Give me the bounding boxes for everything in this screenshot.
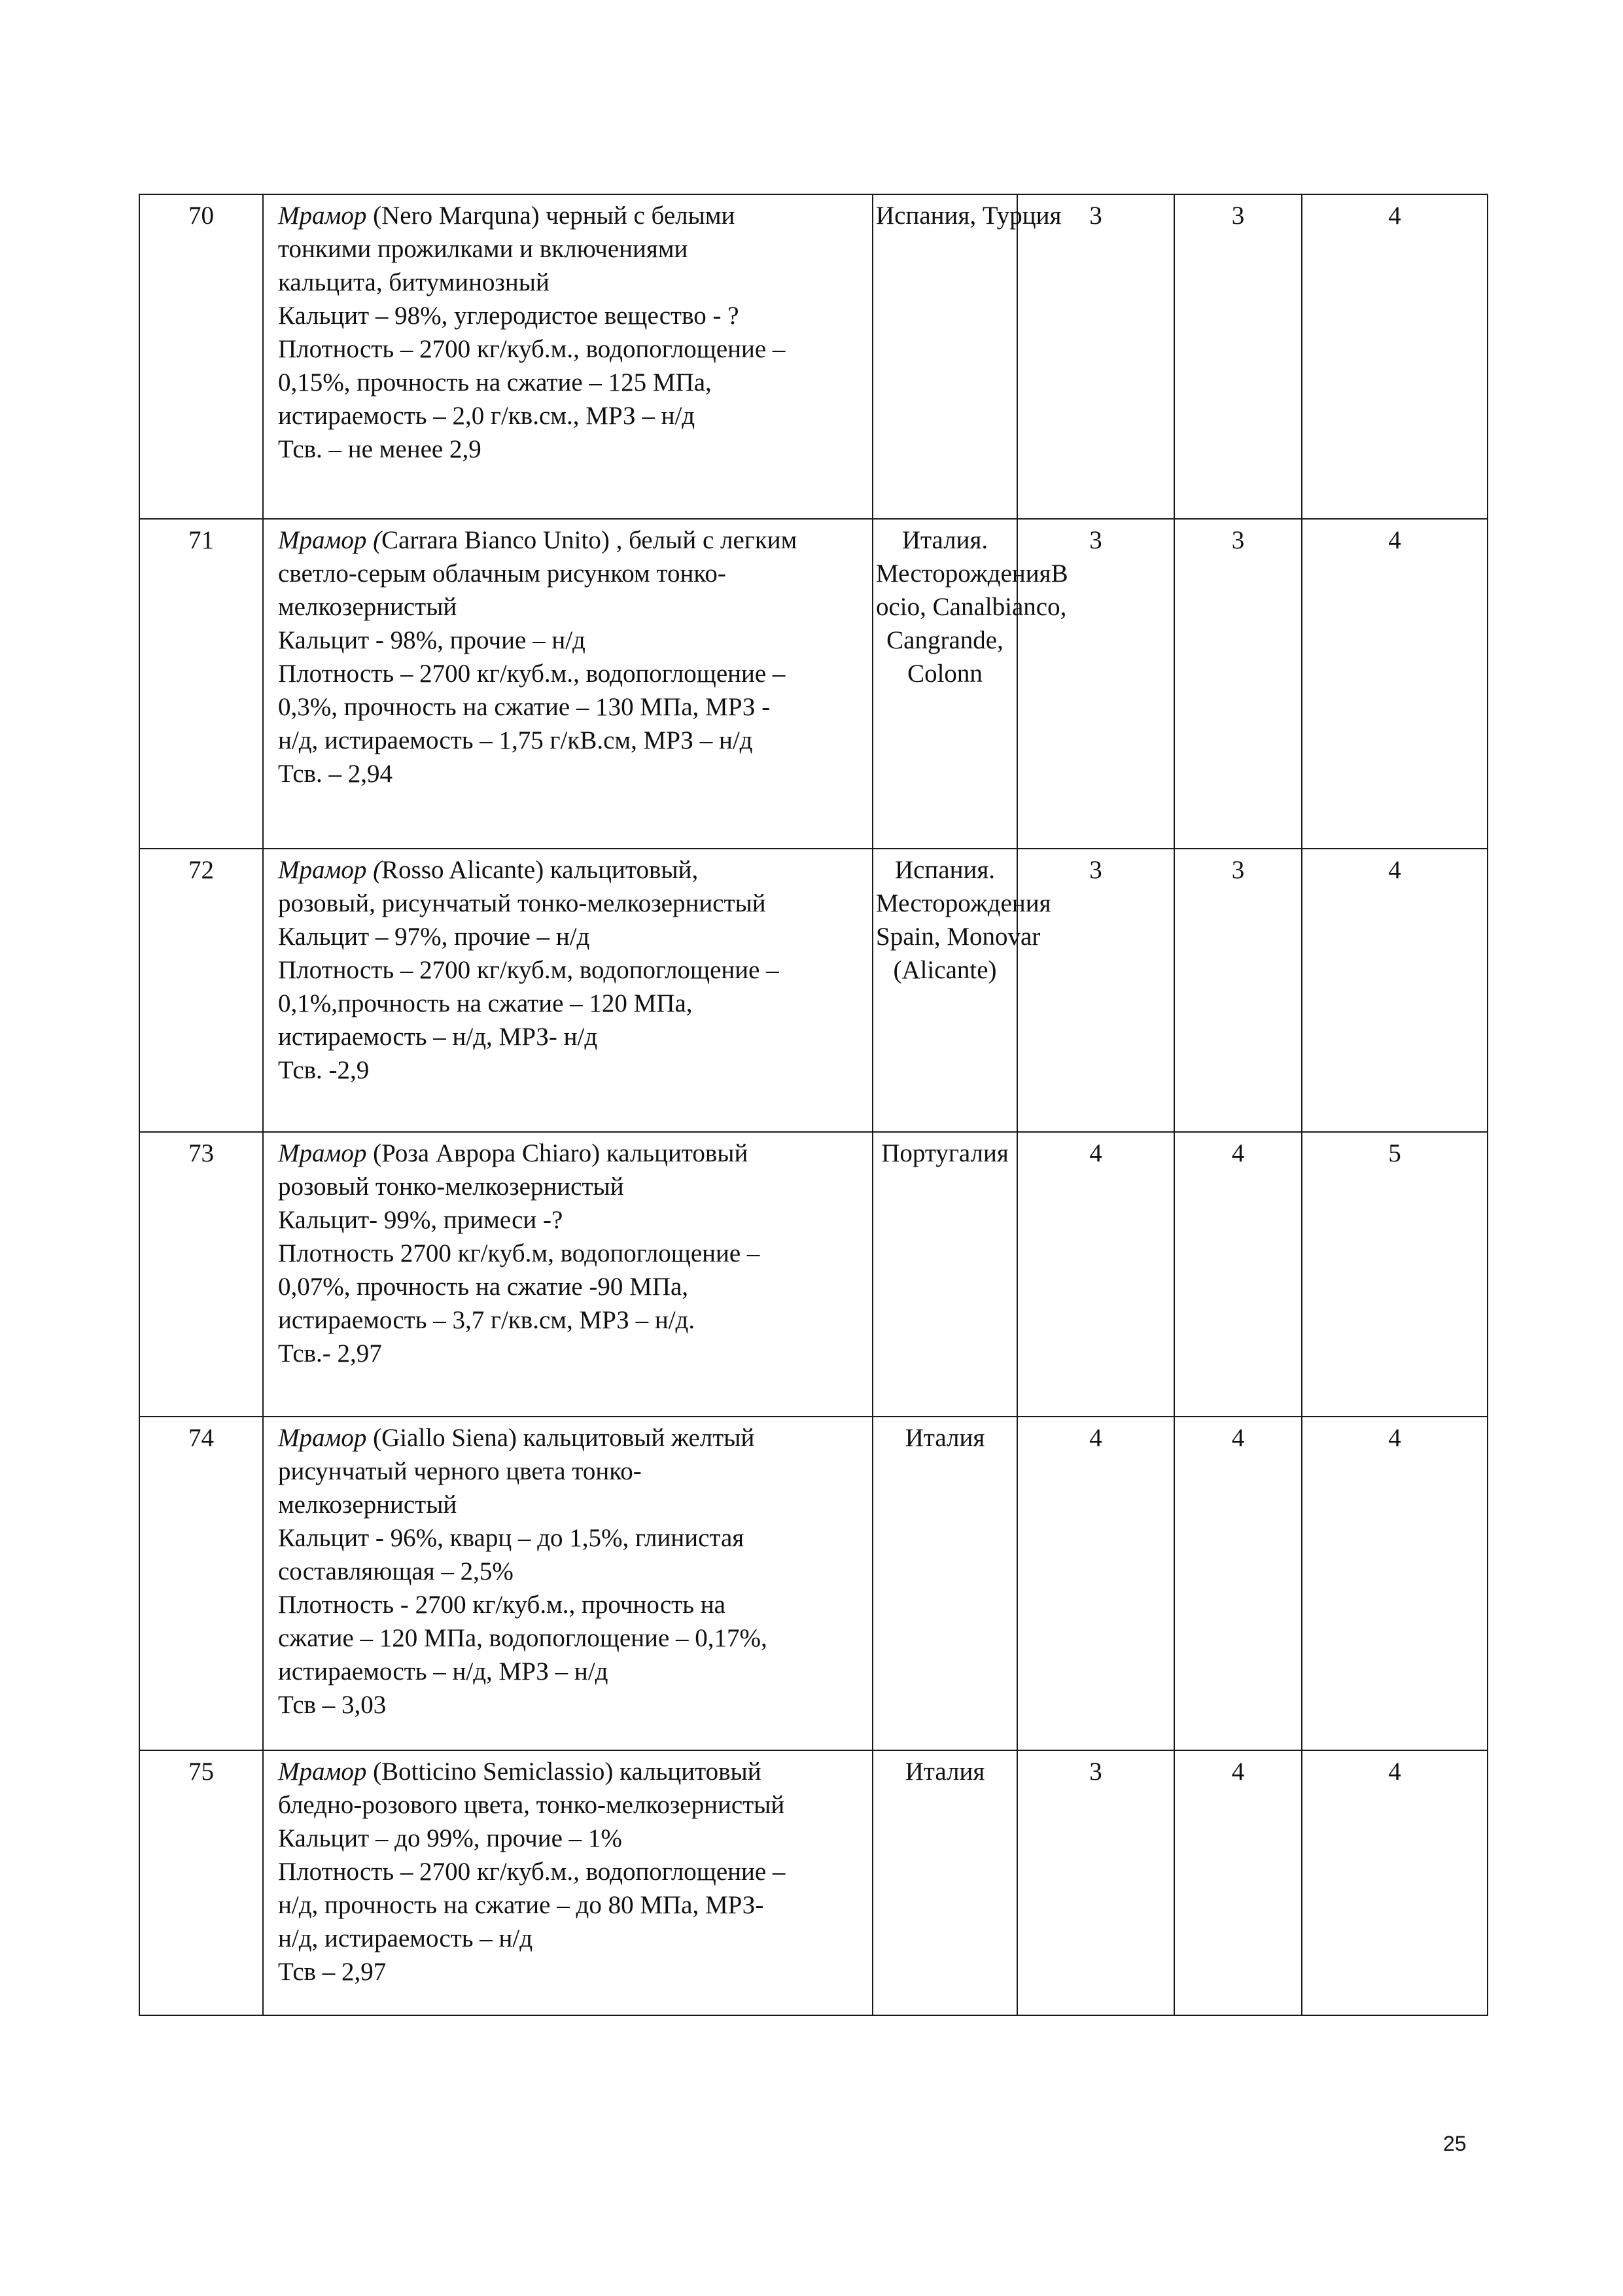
origin-line: Италия <box>905 1757 985 1786</box>
stone-type: Мрамор <box>278 202 367 230</box>
row-number: 72 <box>139 849 263 1132</box>
score-2: 3 <box>1174 519 1302 849</box>
origin-line: (Alicante) <box>893 956 997 984</box>
description-line: истираемость – н/д, МРЗ- н/д <box>278 1023 598 1051</box>
description-line: мелкозернистый <box>278 1491 457 1519</box>
origin-country <box>873 849 1051 1132</box>
description-line: Тсв. – не менее 2,9 <box>278 435 481 463</box>
description-line: светло-серым облачным рисунком тонко- <box>278 559 726 588</box>
description-line: Тсв. – 2,94 <box>278 760 393 788</box>
stone-description <box>263 194 873 519</box>
stone-type: Мрамор <box>278 1139 367 1167</box>
score-3: 4 <box>1302 849 1488 1132</box>
table-row <box>139 519 1488 849</box>
origin-line: Испания. <box>894 856 996 884</box>
origin-line: Месторождения <box>876 889 1051 917</box>
origin-line: Португалия <box>881 1139 1009 1167</box>
origin-country <box>873 1750 1017 2015</box>
score-1: 3 <box>1017 849 1174 1132</box>
description-line: тонкими прожилками и включениями <box>278 235 688 263</box>
description-line: истираемость – 3,7 г/кв.см, МРЗ – н/д. <box>278 1306 695 1334</box>
description-line: Тсв – 2,97 <box>278 1958 387 1986</box>
score-1: 4 <box>1017 1417 1174 1750</box>
table-row <box>139 1417 1488 1750</box>
row-number: 73 <box>139 1132 263 1417</box>
description-line: сжатие – 120 МПа, водопоглощение – 0,17%, <box>278 1624 767 1652</box>
description-line: Кальцит – 97%, прочие – н/д <box>278 923 590 951</box>
description-first-line <box>278 853 867 887</box>
origin-line: ocio, Canalbianco, <box>876 593 1067 621</box>
description-first-line <box>278 523 867 557</box>
origin-country <box>873 1417 1017 1750</box>
stone-description <box>263 519 873 849</box>
stone-type: Мрамор ( <box>278 856 382 884</box>
description-line: 0,07%, прочность на сжатие -90 МПа, <box>278 1273 689 1301</box>
page-number: 25 <box>1443 2132 1467 2155</box>
description-line: 0,1%,прочность на сжатие – 120 МПа, <box>278 989 693 1017</box>
stone-description <box>263 1132 873 1417</box>
description-line: Кальцит - 98%, прочие – н/д <box>278 626 585 654</box>
score-3: 4 <box>1302 519 1488 849</box>
description-line: н/д, истираемость – н/д <box>278 1924 533 1952</box>
origin-line: Испания, Турция <box>876 202 1062 230</box>
origin-line: Италия <box>905 1424 985 1452</box>
stone-name: (Giallo Siena) кальцитовый желтый <box>366 1424 755 1452</box>
stone-description <box>263 1750 873 2015</box>
description-line: кальцита, битуминозный <box>278 268 550 296</box>
table-row <box>139 1750 1488 2015</box>
score-3: 4 <box>1302 1417 1488 1750</box>
marble-properties-table <box>139 194 1488 2016</box>
origin-line: Spain, Monovar <box>876 923 1041 951</box>
description-first-line <box>278 1421 867 1455</box>
row-number: 71 <box>139 519 263 849</box>
score-2: 3 <box>1174 849 1302 1132</box>
description-first-line <box>278 199 867 232</box>
description-line: бледно-розового цвета, тонко-мелкозернистый <box>278 1791 785 1819</box>
score-3: 4 <box>1302 1750 1488 2015</box>
description-line: истираемость – 2,0 г/кв.см., МРЗ – н/д <box>278 402 695 430</box>
description-line: мелкозернистый <box>278 593 457 621</box>
stone-name: Rosso Alicante) кальцитовый, <box>381 856 699 884</box>
description-line: н/д, истираемость – 1,75 г/кВ.см, МРЗ – н/д <box>278 726 753 754</box>
description-first-line <box>278 1137 867 1170</box>
origin-line: Италия. <box>901 526 988 554</box>
description-line: Кальцит – до 99%, прочие – 1% <box>278 1824 622 1852</box>
row-number: 70 <box>139 194 263 519</box>
table-body <box>139 194 1488 2015</box>
origin-country <box>873 1132 1017 1417</box>
description-line: Плотность – 2700 кг/куб.м., водопоглощение – <box>278 660 786 688</box>
score-1: 3 <box>1017 194 1174 519</box>
description-line: розовый тонко-мелкозернистый <box>278 1173 624 1201</box>
table-row <box>139 194 1488 519</box>
description-line: рисунчатый черного цвета тонко- <box>278 1457 642 1485</box>
stone-description <box>263 1417 873 1750</box>
row-number: 74 <box>139 1417 263 1750</box>
stone-description <box>263 849 873 1132</box>
origin-line: Cangrande, <box>886 626 1003 654</box>
row-number: 75 <box>139 1750 263 2015</box>
description-line: Кальцит - 96%, кварц – до 1,5%, глинистая <box>278 1524 744 1552</box>
score-1: 3 <box>1017 1750 1174 2015</box>
description-line: 0,3%, прочность на сжатие – 130 МПа, МРЗ - <box>278 693 771 721</box>
score-2: 3 <box>1174 194 1302 519</box>
description-line: Кальцит- 99%, примеси -? <box>278 1206 563 1234</box>
stone-name: (Роза Аврора Chiaro) кальцитовый <box>366 1139 748 1167</box>
score-2: 4 <box>1174 1417 1302 1750</box>
description-line: Плотность – 2700 кг/куб.м., водопоглощение – <box>278 1858 786 1886</box>
origin-country <box>873 194 1062 519</box>
description-line: Плотность – 2700 кг/куб.м, водопоглощение – <box>278 956 779 984</box>
description-line: 0,15%, прочность на сжатие – 125 МПа, <box>278 368 712 397</box>
description-line: Кальцит – 98%, углеродистое вещество - ? <box>278 302 739 330</box>
score-3: 5 <box>1302 1132 1488 1417</box>
table-row <box>139 1132 1488 1417</box>
stone-name: Carrara Bianco Unito) , белый с легким <box>381 526 797 554</box>
stone-type: Мрамор <box>278 1424 367 1452</box>
description-line: истираемость – н/д, МРЗ – н/д <box>278 1657 608 1686</box>
description-line: составляющая – 2,5% <box>278 1557 514 1585</box>
description-line: Тсв. -2,9 <box>278 1056 370 1084</box>
score-2: 4 <box>1174 1132 1302 1417</box>
description-line: розовый, рисунчатый тонко-мелкозернистый <box>278 889 766 917</box>
description-line: Плотность 2700 кг/куб.м, водопоглощение – <box>278 1239 760 1267</box>
stone-name: (Nero Marquna) черный с белыми <box>366 202 735 230</box>
description-line: Тсв – 3,03 <box>278 1691 387 1719</box>
description-line: Плотность – 2700 кг/куб.м., водопоглощение – <box>278 335 786 363</box>
description-line: Плотность - 2700 кг/куб.м., прочность на <box>278 1591 725 1619</box>
score-1: 4 <box>1017 1132 1174 1417</box>
stone-name: (Botticino Semiclassio) кальцитовый <box>366 1757 761 1786</box>
stone-type: Мрамор ( <box>278 526 382 554</box>
score-2: 4 <box>1174 1750 1302 2015</box>
origin-line: МесторожденияB <box>876 559 1068 588</box>
score-1: 3 <box>1017 519 1174 849</box>
origin-country <box>873 519 1068 849</box>
description-line: н/д, прочность на сжатие – до 80 МПа, МРЗ- <box>278 1891 764 1919</box>
table-row <box>139 849 1488 1132</box>
stone-type: Мрамор <box>278 1757 367 1786</box>
score-3: 4 <box>1302 194 1488 519</box>
origin-line: Colonn <box>907 660 983 688</box>
description-line: Тсв.- 2,97 <box>278 1339 382 1368</box>
description-first-line <box>278 1755 867 1788</box>
